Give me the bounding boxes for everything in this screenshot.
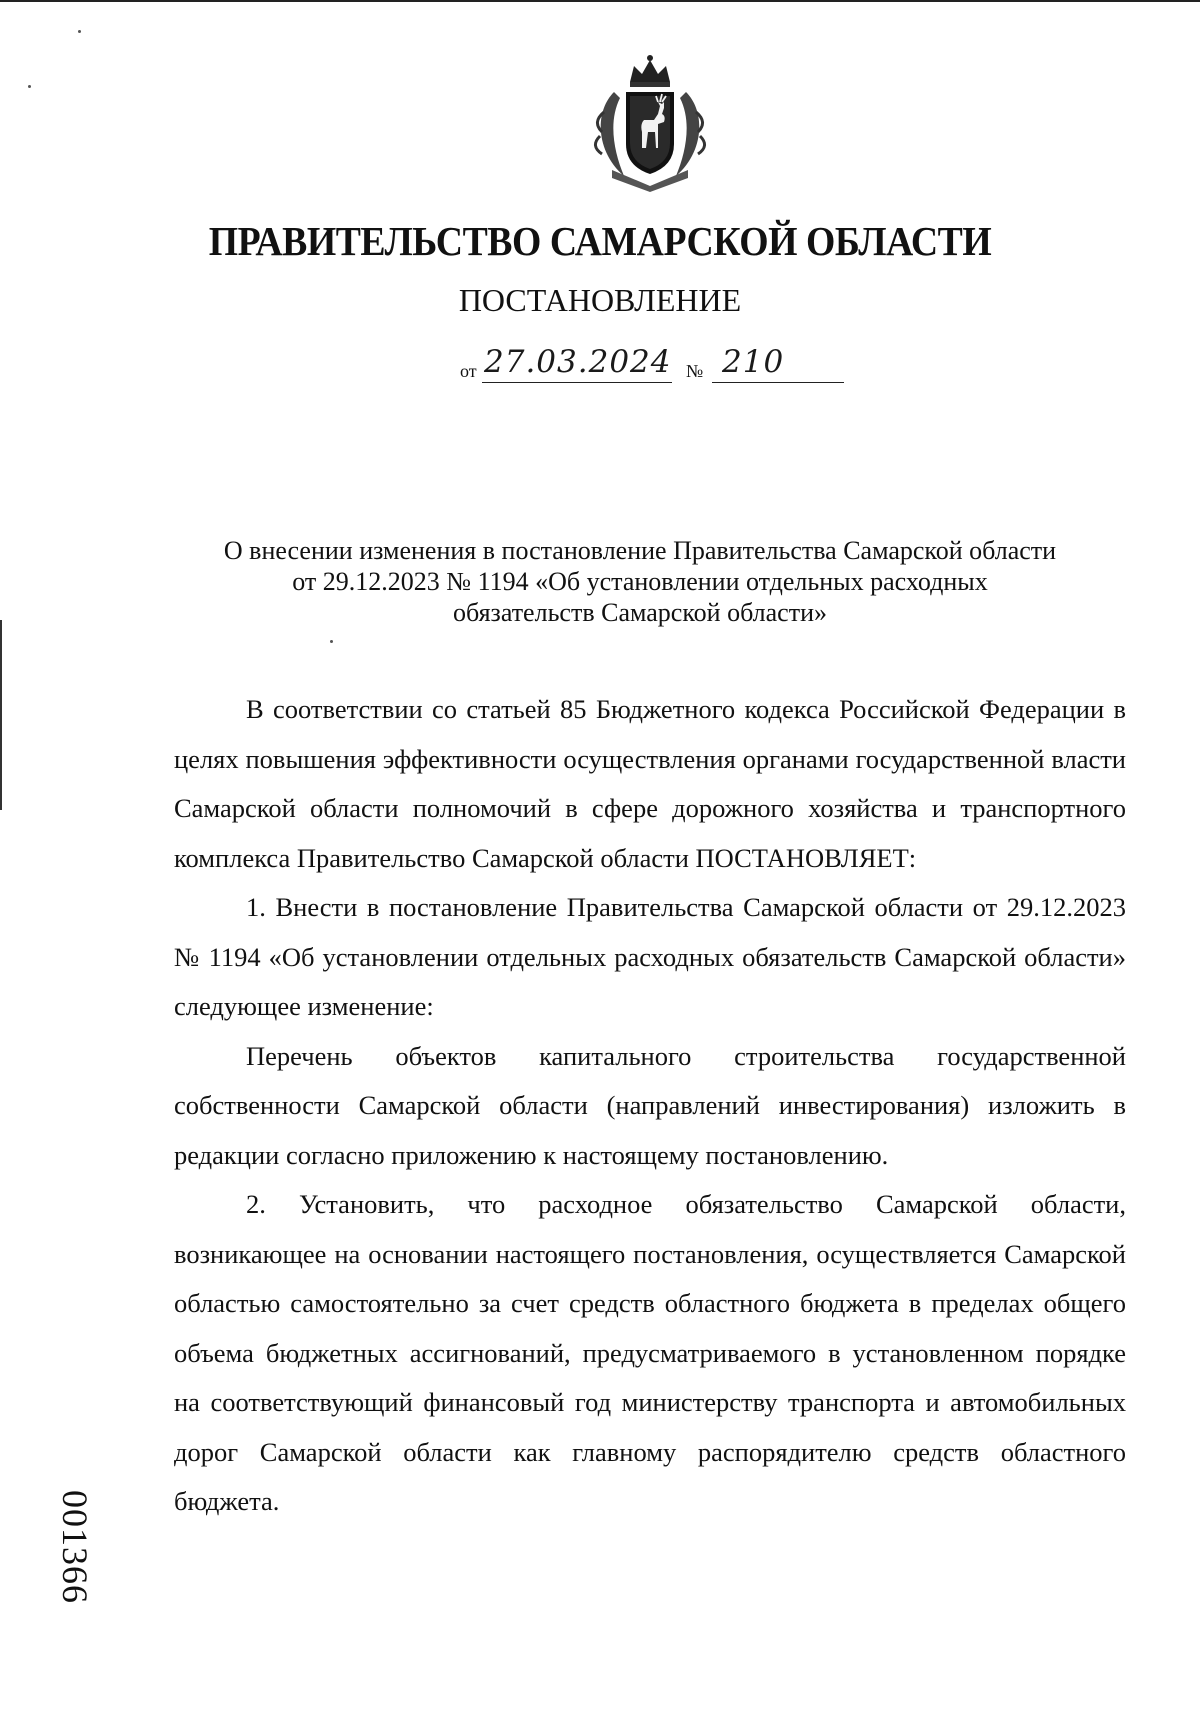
scan-edge-top [0,0,1200,2]
scan-speck [78,30,81,33]
handwritten-number: 210 [722,344,785,380]
number-prefix: № [686,361,704,381]
samara-coat-of-arms-icon [584,52,716,192]
document-subject [170,535,1110,628]
item-2-paragraph: 2. Установить, что расходное обязательство Самарской области, возникающее на основании настоящего постановления, осуществляется Самарской областью самостоятельно за счет средств областного бюджета в пределах общего объема бюджетных ассигнований, предусматриваемого в установленном порядке на соответствующий финансовый год министерству транспорта и автомобильных дорог Самарской области как главному распорядителю средств областного бюджета. [174,1189,1126,1516]
number-underline [712,382,844,383]
government-title: ПРАВИТЕЛЬСТВО САМАРСКОЙ ОБЛАСТИ [208,218,992,264]
margin-serial-number: 001366 [55,1490,95,1604]
document-body [174,685,1126,1527]
preamble-paragraph: В соответствии со статьей 85 Бюджетного кодекса Российской Федерации в целях повышения эффективности осуществления органами государственной власти Самарской области полномочий в сфере дорожного хозяйства и транспортного комплекса Правительство Самарской области ПОСТАНОВЛЯЕТ: [174,694,1126,873]
date-underline [482,382,672,383]
handwritten-date: 27.03.2024 [484,344,672,380]
scan-speck [28,85,31,88]
subject-line: обязательств Самарской области» [453,598,827,627]
subject-line: от 29.12.2023 № 1194 «Об установлении отдельных расходных [292,567,988,596]
date-prefix: от [460,361,477,381]
date-number-line [460,344,860,384]
item-1-detail-paragraph: Перечень объектов капитального строительства государственной собственности Самарской области (направлений инвестирования) изложить в редакции согласно приложению к настоящему постановлению. [174,1040,1126,1170]
scan-speck [330,640,333,643]
item-1-paragraph: 1. Внести в постановление Правительства Самарской области от 29.12.2023 № 1194 «Об установлении отдельных расходных обязательств Самарской области» следующее изменение: [174,892,1126,1021]
document-type: ПОСТАНОВЛЕНИЕ [458,282,742,318]
subject-line: О внесении изменения в постановление Правительства Самарской области [223,536,1057,565]
scan-edge-left [0,620,2,810]
